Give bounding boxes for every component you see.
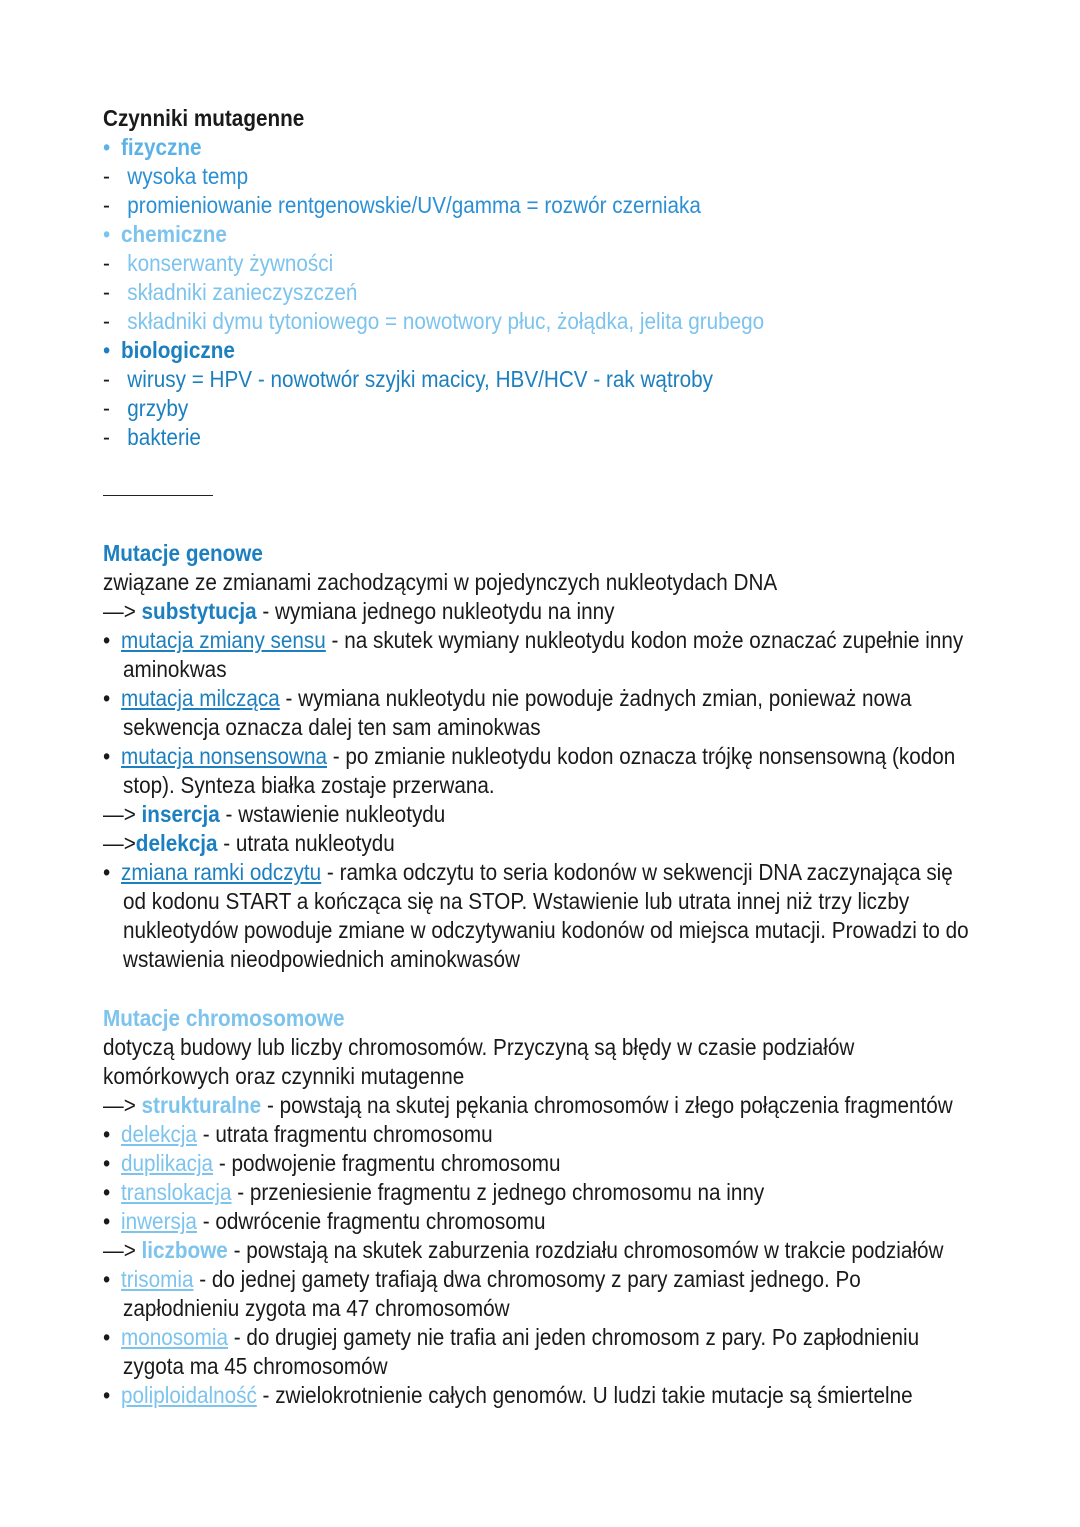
duplication-term: duplikacja xyxy=(121,1150,214,1176)
list-item: • trisomia - do jednej gamety trafiają dwa chromosomy z pary zamiast jednego. Po xyxy=(103,1266,861,1292)
gene-title: Mutacje genowe xyxy=(103,540,263,566)
list-item: • inwersja - odwrócenie fragmentu chromosomu xyxy=(103,1208,546,1234)
biological-label: biologiczne xyxy=(121,337,235,363)
list-item: • duplikacja - podwojenie fragmentu chromosomu xyxy=(103,1150,561,1176)
list-item: • delekcja - utrata fragmentu chromosomu xyxy=(103,1121,493,1147)
missense-term: mutacja zmiany sensu xyxy=(121,627,326,653)
chrom-deletion-term: delekcja xyxy=(121,1121,197,1147)
list-item: • mutacja zmiany sensu - na skutek wymiany nukleotydu kodon może oznaczać zupełnie inny xyxy=(103,627,964,653)
list-item-cont: aminokwas xyxy=(123,656,227,682)
silent-term: mutacja milcząca xyxy=(121,685,280,711)
biological-heading: • biologiczne xyxy=(103,337,235,363)
chromosomal-intro-1: dotyczą budowy lub liczby chromosomów. Przyczyną są błędy w czasie podziałów xyxy=(103,1034,855,1060)
list-item: • poliploidalność - zwielokrotnienie całych genomów. U ludzi takie mutacje są śmiertelne xyxy=(103,1382,913,1408)
deletion-line: —>delekcja - utrata nukleotydu xyxy=(103,830,395,856)
list-item: - składniki dymu tytoniowego = nowotwory płuc, żołądka, jelita grubego xyxy=(103,308,765,334)
list-item: - składniki zanieczyszczeń xyxy=(103,279,358,305)
physical-heading: • fizyczne xyxy=(103,134,202,160)
separator-line xyxy=(103,495,213,496)
list-item-cont: sekwencja oznacza dalej ten sam aminokwas xyxy=(123,714,541,740)
deletion-term: delekcja xyxy=(135,830,218,856)
list-item: • monosomia - do drugiej gamety nie trafia ani jeden chromosom z pary. Po zapłodnieniu xyxy=(103,1324,920,1350)
list-item: - wirusy = HPV - nowotwór szyjki macicy, HBV/HCV - rak wątroby xyxy=(103,366,713,392)
list-item: • translokacja - przeniesienie fragmentu z jednego chromosomu na inny xyxy=(103,1179,765,1205)
list-item: - bakterie xyxy=(103,424,201,450)
translocation-term: translokacja xyxy=(121,1179,232,1205)
insertion-line: —> insercja - wstawienie nukleotydu xyxy=(103,801,446,827)
list-item-cont: zygota ma 45 chromosomów xyxy=(123,1353,388,1379)
mutagens-title: Czynniki mutagenne xyxy=(103,105,305,131)
polyploidy-term: poliploidalność xyxy=(121,1382,257,1408)
list-item: • zmiana ramki odczytu - ramka odczytu to seria kodonów w sekwencji DNA zaczynająca się xyxy=(103,859,953,885)
frameshift-term: zmiana ramki odczytu xyxy=(121,859,322,885)
list-item: - konserwanty żywności xyxy=(103,250,334,276)
list-item: - wysoka temp xyxy=(103,163,249,189)
structural-term: strukturalne xyxy=(141,1092,262,1118)
list-item-cont: nukleotydów powoduje zmiane w odczytywaniu kodonów od miejsca mutacji. Prowadzi to do xyxy=(123,917,969,943)
chromosomal-intro-2: komórkowych oraz czynniki mutagenne xyxy=(103,1063,465,1089)
structural-line: —> strukturalne - powstają na skutej pękania chromosomów i złego połączenia fragmentów xyxy=(103,1092,953,1118)
substitution-term: substytucja xyxy=(141,598,257,624)
physical-label: fizyczne xyxy=(121,134,202,160)
monosomy-term: monosomia xyxy=(121,1324,229,1350)
trisomy-term: trisomia xyxy=(121,1266,194,1292)
list-item-cont: od kodonu START a kończąca się na STOP. Wstawienie lub utrata innej niż trzy liczby xyxy=(123,888,910,914)
list-item: • mutacja nonsensowna - po zmianie nukleotydu kodon oznacza trójkę nonsensowną (kodon xyxy=(103,743,956,769)
chemical-heading: • chemiczne xyxy=(103,221,227,247)
separator-text xyxy=(103,478,169,507)
numerical-line: —> liczbowe - powstają na skutek zaburzenia rozdziału chromosomów w trakcie podziałów xyxy=(103,1237,944,1263)
chemical-label: chemiczne xyxy=(121,221,227,247)
list-item-cont: zapłodnieniu zygota ma 47 chromosomów xyxy=(123,1295,510,1321)
list-item-cont: stop). Synteza białka zostaje przerwana. xyxy=(123,772,495,798)
list-item: - grzyby xyxy=(103,395,189,421)
gene-intro: związane ze zmianami zachodzącymi w pojedynczych nukleotydach DNA xyxy=(103,569,778,595)
list-item: • mutacja milcząca - wymiana nukleotydu nie powoduje żadnych zmian, ponieważ nowa xyxy=(103,685,912,711)
insertion-term: insercja xyxy=(141,801,220,827)
inversion-term: inwersja xyxy=(121,1208,197,1234)
chromosomal-title: Mutacje chromosomowe xyxy=(103,1005,345,1031)
substitution-line: —> substytucja - wymiana jednego nukleotydu na inny xyxy=(103,598,615,624)
list-item: - promieniowanie rentgenowskie/UV/gamma = rozwór czerniaka xyxy=(103,192,701,218)
list-item-cont: wstawienia nieodpowiednich aminokwasów xyxy=(123,946,520,972)
numerical-term: liczbowe xyxy=(141,1237,228,1263)
nonsense-term: mutacja nonsensowna xyxy=(121,743,327,769)
